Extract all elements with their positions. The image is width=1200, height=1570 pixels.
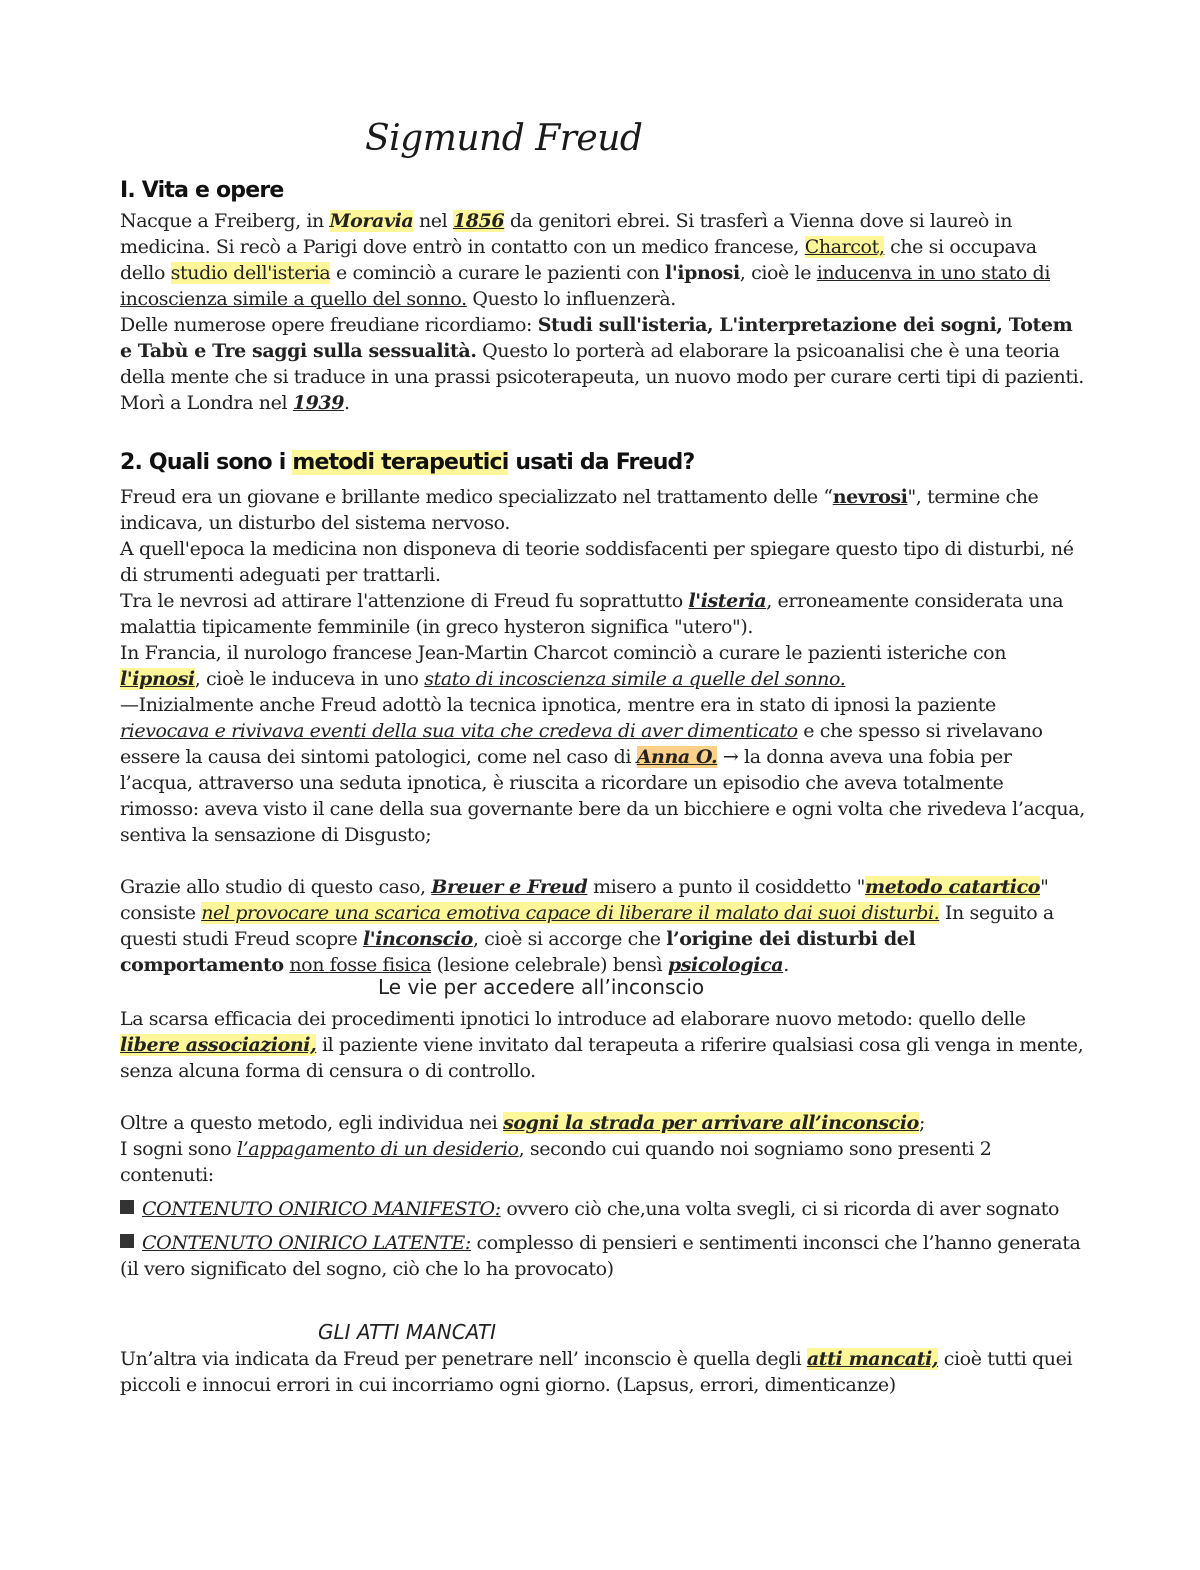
paragraph-death: Morì a Londra nel 1939.: [120, 392, 350, 414]
paragraph-libere-associazioni: La scarsa efficacia dei procedimenti ipnotici lo introduce ad elaborare nuovo metodo: quello delle libere associazioni, il paziente viene invitato dal terapeuta a riferire qualsiasi cosa gli venga in mente, senza alcuna forma di censura o di controllo.: [120, 1008, 1084, 1082]
subheading-vie-inconscio: Le vie per accedere all’inconscio: [378, 975, 705, 999]
square-bullet-icon: [120, 1200, 134, 1214]
paragraph-appagamento: I sogni sono l’appagamento di un desiderio, secondo cui quando noi sogniamo sono presenti 2 contenuti:: [120, 1138, 992, 1186]
paragraph-atti-mancati: Un’altra via indicata da Freud per penetrare nell’ inconscio è quella degli atti mancati, cioè tutti quei piccoli e innocui errori in cui incorriamo ogni giorno. (Lapsus, errori, dimenticanze): [120, 1348, 1073, 1396]
bullet-latente: CONTENUTO ONIRICO LATENTE: complesso di pensieri e sentimenti inconsci che l’hanno generata (il vero significato del sogno, ciò che lo ha provocato): [120, 1232, 1081, 1280]
square-bullet-icon: [120, 1234, 134, 1248]
section-vie-body: [120, 1006, 1085, 1282]
paragraph-works: Delle numerose opere freudiane ricordiamo: Studi sull'isteria, L'interpretazione dei sogni, Totem e Tabù e Tre saggi sulla sessualità. Questo lo porterà ad elaborare la psicoanalisi che è una teoria della mente che si traduce in una prassi psicoterapeuta, un nuovo modo per curare certi tipi di pazienti.: [120, 314, 1084, 388]
paragraph-isteria: Tra le nevrosi ad attirare l'attenzione di Freud fu soprattutto l'isteria, erroneamente considerata una malattia tipicamente femminile (in greco hysteron significa "utero").: [120, 590, 1064, 638]
section-metodi-body: [120, 484, 1085, 978]
page-title: Sigmund Freud: [365, 118, 643, 159]
paragraph-catartico: Grazie allo studio di questo caso, Breuer e Freud misero a punto il cosiddetto "metodo catartico" consiste nel provocare una scarica emotiva capace di liberare il malato dai suoi disturbi. In seguito a questi studi Freud scopre l'inconscio, cioè si accorge che l’origine dei disturbi del comportamento non fosse fisica (lesione celebrale) bensì psicologica.: [120, 876, 1054, 976]
section-heading-metodi: 2. Quali sono i metodi terapeutici usati da Freud?: [120, 450, 695, 475]
paragraph-charcot: In Francia, il nurologo francese Jean-Martin Charcot cominciò a curare le pazienti isteriche con l'ipnosi, cioè le induceva in uno stato di incoscienza simile a quelle del sonno.: [120, 642, 1007, 690]
paragraph-medicina: A quell'epoca la medicina non disponeva di teorie soddisfacenti per spiegare questo tipo di disturbi, né di strumenti adeguati per trattarli.: [120, 538, 1074, 586]
subheading-atti-mancati: GLI ATTI MANCATI: [318, 1320, 497, 1344]
section-heading-vita: I. Vita e opere: [120, 178, 284, 203]
paragraph-sogni: Oltre a questo metodo, egli individua nei sogni la strada per arrivare all’inconscio;: [120, 1112, 925, 1134]
bullet-manifesto: CONTENUTO ONIRICO MANIFESTO: ovvero ciò che,una volta svegli, ci si ricorda di aver sognato: [120, 1196, 1085, 1222]
paragraph-birth: Nacque a Freiberg, in Moravia nel 1856 da genitori ebrei. Si trasferì a Vienna dove si laureò in medicina. Si recò a Parigi dove entrò in contatto con un medico francese, Charcot, che si occupava dello studio dell'isteria e cominciò a curare le pazienti con l'ipnosi, cioè le inducenva in uno stato di incoscienza simile a quello del sonno. Questo lo influenzerà.: [120, 210, 1050, 310]
paragraph-nevrosi: Freud era un giovane e brillante medico specializzato nel trattamento delle “nevrosi", termine che indicava, un disturbo del sistema nervoso.: [120, 486, 1039, 534]
section-atti-body: [120, 1346, 1085, 1398]
paragraph-anna-o: —Inizialmente anche Freud adottò la tecnica ipnotica, mentre era in stato di ipnosi la paziente rievocava e rivivava eventi della sua vita che credeva di aver dimenticato e che spesso si rivelavano essere la causa dei sintomi patologici, come nel caso di Anna O. → la donna aveva una fobia per l’acqua, attraverso una seduta ipnotica, è riuscita a ricordare un episodio che aveva totalmente rimosso: aveva visto il cane della sua governante bere da un bicchiere e ogni volta che rivedeva l’acqua, sentiva la sensazione di Disgusto;: [120, 694, 1085, 846]
section-vita-body: [120, 208, 1085, 416]
